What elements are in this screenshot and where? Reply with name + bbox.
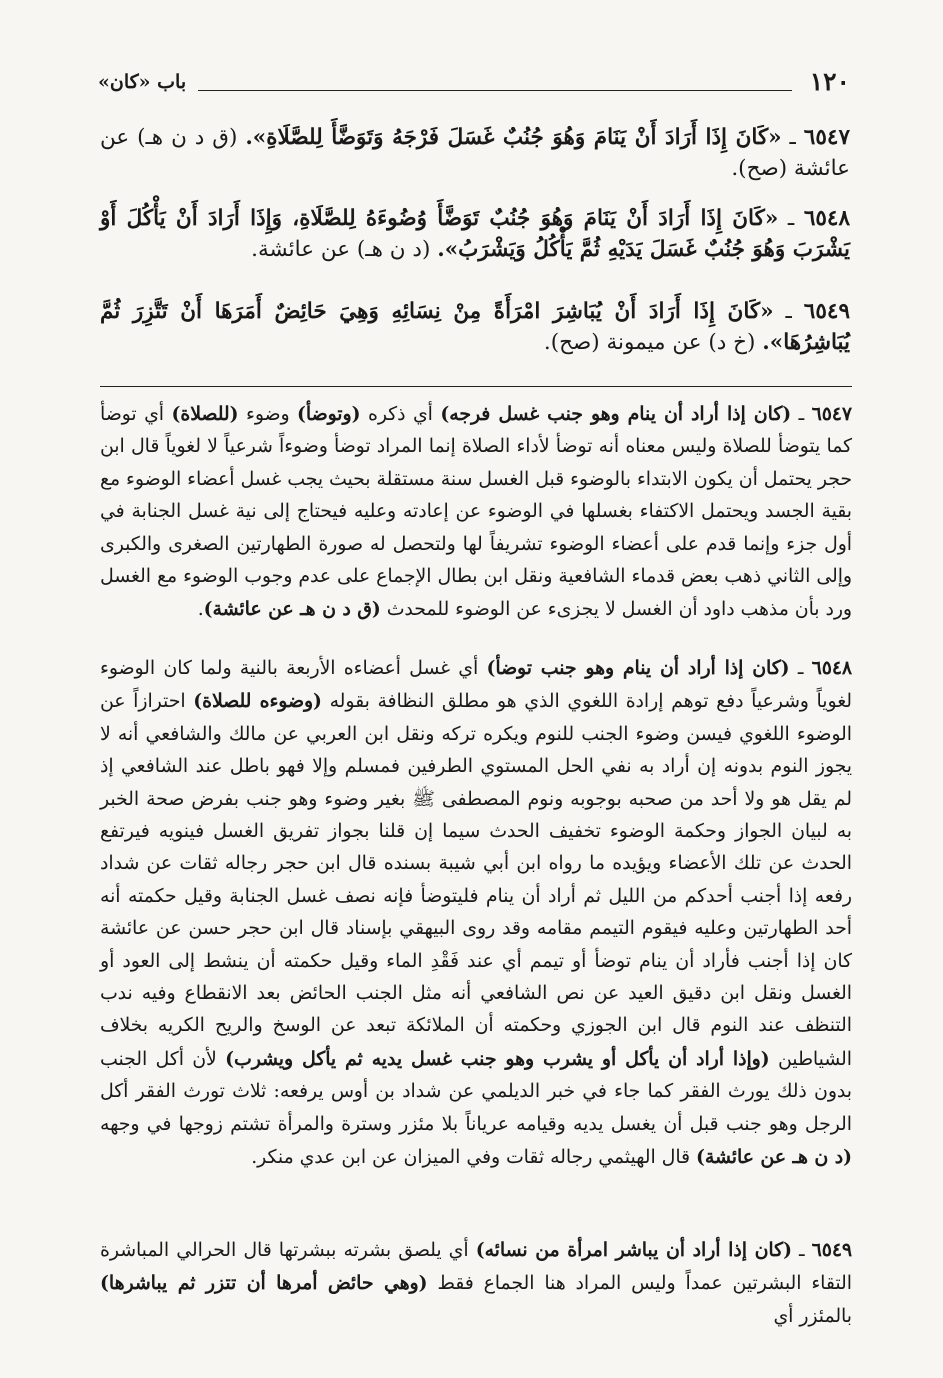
quoted-matn-segment: (وضوءه للصلاة) (193, 690, 322, 713)
commentary-segment: أي توضأ كما يتوضأ للصلاة وليس معناه أنه توضأ لأداء الصلاة إنما المراد توضأ وضوءاً شرعياً لا لغوياً قال ابن حجر يحتمل أن يكون الابتداء بالوضوء قبل الغسل سنة مستقلة بحيث يجب غسل أعضاء الوضوء مع بقية الجسد ويحتمل الاكتفاء بغسلها في الوضوء عن إعادته وعليه فيحتاج إلى نية غسل الجنابة في أول جزء وإنما قدم على أعضاء الوضوء تشريفاً لها ولتحصل له صورة الطهارتين الصغرى والكبرى وإلى الثاني ذهب بعض قدماء الشافعية ونقل ابن بطال الإجماع على عدم وجوب الوضوء مع الغسل ورد بأن مذهب داود أن الغسل لا يجزىء عن الوضوء للمحدث (100, 404, 852, 621)
quoted-matn-segment: (للصلاة) (171, 403, 239, 425)
commentary-segment: بالمئزر أي (773, 1305, 852, 1327)
commentary-6547 (100, 398, 852, 627)
hadith-text: «كَانَ إِذَا أَرَادَ أَنْ يَنَامَ وَهُوَ جُنُبٌ غَسَلَ فَرْجَهُ وَتَوَضَّأَ لِلصَّلَاةِ». (245, 125, 782, 150)
page-number: ١٢٠ (809, 67, 850, 96)
commentary-segment: وضوء (238, 404, 298, 425)
commentary-6548 (100, 652, 852, 1175)
commentary-number: ٦٥٤٨ (811, 657, 853, 679)
commentary-segment: أي ذكره (360, 404, 441, 425)
dash: ـ (789, 658, 812, 679)
dash: ـ (778, 206, 795, 231)
quoted-matn-segment: (ق د ن هـ عن عائشة) (203, 598, 381, 621)
dash: ـ (791, 404, 812, 425)
quoted-matn-segment: (وتوضأ) (297, 403, 361, 425)
commentary-number: ٦٥٤٧ (811, 403, 852, 425)
commentary-6549 (100, 1234, 852, 1333)
hadith-6549 (100, 296, 850, 358)
hadith-number: ٦٥٤٩ (803, 299, 850, 324)
hadith-6548 (100, 203, 850, 265)
hadith-number: ٦٥٤٧ (803, 125, 850, 150)
commentary-number: ٦٥٤٩ (811, 1239, 853, 1261)
hadith-source: (ق د ن هـ) عن عائشة (صح). (100, 125, 850, 181)
footnote-separator (100, 386, 852, 387)
quoted-matn-segment: (كان إذا أراد أن ينام وهو جنب توضأ) (486, 657, 790, 679)
commentary-segment: قال الهيثمي رجاله ثقات وفي الميزان عن ابن عدي منكر. (251, 1147, 697, 1169)
chapter-title: باب «كان» (98, 71, 187, 93)
dash: ـ (791, 1240, 812, 1261)
header-rule (198, 90, 792, 91)
dash: ـ (781, 125, 796, 150)
commentary-text (100, 1240, 852, 1327)
hadith-source: (خ د) عن ميمونة (صح). (543, 330, 756, 355)
commentary-segment: لأن أكل الجنب بدون ذلك يورث الفقر كما جاء في خبر الديلمي عن شداد بن أوس يرفعه: ثلاث تورث الفقر أكل الرجل وهو جنب قبل أن يغسل يديه وقيامه عرياناً بلا مئزر وسترة والمرأة تشتم زوجها في وجهه (100, 1048, 852, 1135)
hadith-source: (د ن هـ) عن عائشة. (251, 237, 431, 262)
commentary-segment: أي غسل أعضاءه الأربعة بالنية ولما كان الوضوء لغوياً وشرعياً دفع توهم إرادة اللغوي الذي هو مطلق النظافة بقوله (100, 658, 852, 713)
quoted-matn-segment: (وهي حائض أمرها أن تتزر ثم يباشرها) (100, 1272, 428, 1295)
commentary-segment: . (197, 599, 204, 621)
quoted-matn-segment: (كان إذا أراد أن يباشر امرأة من نسائه) (475, 1239, 792, 1261)
commentary-text (100, 658, 852, 1168)
hadith-6547 (100, 122, 850, 184)
commentary-segment: احترازاً عن الوضوء اللغوي فيسن وضوء الجنب للنوم ويكره تركه ونقل ابن العربي عن مالك والشافعي أنه لا يجوز النوم بدونه إن أراد به نفي الحل المستوي الطرفين فمسلم وإلا فهو باطل عند الشافعي إذ لم يقل هو ولا أحد من صحبه بوجوبه ونوم المصطفى ﷺ بغير وضوء وهو جنب بفرض صحة الخبر به لبيان الجواز وحكمة الوضوء تخفيف الحدث سيما إن قلنا بجواز تفريق الغسل فينويه فيرتفع الحدث عن تلك الأعضاء ويؤيده ما رواه ابن أبي شيبة بسنده قال ابن حجر رجاله ثقات عن شداد رفعه إذا أجنب أحدكم من الليل ثم أراد أن ينام فليتوضأ فإنه نصف غسل الجنابة وقيل حكمته أنه أحد الطهارتين وعليه فيقوم التيمم مقامه وقد روى البيهقي بإسناد قال ابن حجر حسن عن عائشة كان إذا أجنب فأراد أن ينام توضأ أو تيمم أي عند فَقْدِ الماء وقيل حكمته أن ينشط إلى العود أو الغسل ونقل ابن دقيق العيد عن نص الشافعي أنه مثل الجنب الحائض بعد الانقطاع وفيه ندب التنظف عند النوم قال ابن الجوزي وحكمته أن الملائكة تبعد عن الوسخ والريح الكريه بخلاف الشياطين (100, 691, 852, 1070)
hadith-number: ٦٥٤٨ (803, 206, 851, 231)
hadith-text: «كَانَ إِذَا أَرَادَ أَنْ يَنَامَ وَهُوَ جُنُبٌ تَوَضَّأَ وُضُوءَهُ لِلصَّلَاةِ، وَإِذَا أَرَادَ أَنْ يَأْكُلَ أَوْ يَشْرَبَ وَهُوَ جُنُبٌ غَسَلَ يَدَيْهِ ثُمَّ يَأْكُلُ وَيَشْرَبُ». (100, 206, 850, 262)
quoted-matn-segment: (كان إذا أراد أن ينام وهو جنب غسل فرجه) (440, 403, 792, 425)
dash: ـ (773, 299, 792, 324)
hadith-text: «كَانَ إِذَا أَرَادَ أَنْ يُبَاشِرَ امْرَأَةً مِنْ نِسَائِهِ وَهِيَ حَائِضٌ أَمَرَهَا أَنْ تَتَّزِرَ ثُمَّ يُبَاشِرُهَا». (100, 299, 850, 355)
commentary-segment: أي يلصق بشرته ببشرتها قال الحرالي المباشرة التقاء البشرتين عمداً وليس المراد هنا الجماع فقط (100, 1240, 853, 1295)
quoted-matn-segment: (د ن هـ عن عائشة) (696, 1146, 852, 1169)
page-header (98, 56, 850, 96)
commentary-text (100, 404, 852, 620)
quoted-matn-segment: (وإذا أراد أن يأكل أو يشرب وهو جنب غسل يديه ثم يأكل ويشرب) (225, 1047, 770, 1070)
